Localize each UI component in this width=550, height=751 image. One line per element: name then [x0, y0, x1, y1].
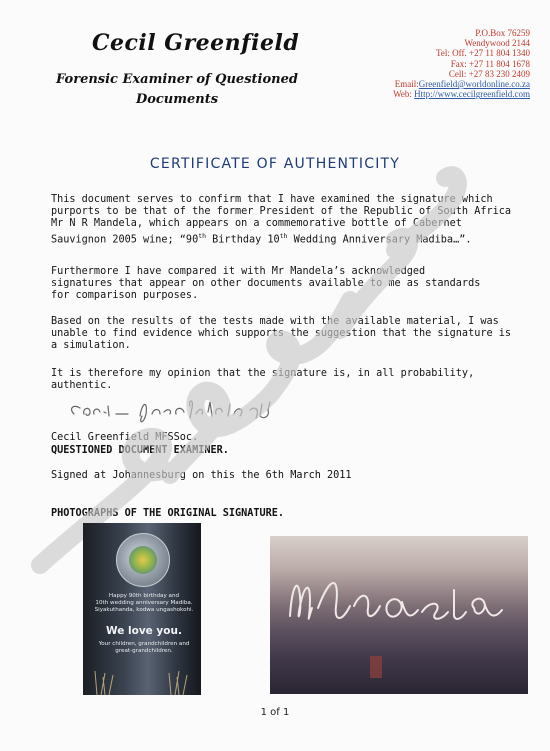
- po-box: P.O.Box 76259: [475, 28, 530, 38]
- p1-sup2: th: [279, 232, 288, 240]
- p3-line1: Based on the results of the tests made with the available material, I was: [51, 316, 499, 327]
- paragraph-2: [51, 266, 511, 302]
- p2-line3: for comparison purposes.: [51, 290, 199, 301]
- bottle-text-4: Your children, grandchildren and: [98, 641, 190, 647]
- signatory-name: Cecil Greenfield MFSSoc.: [51, 432, 199, 443]
- signature-closeup-photo: [270, 536, 528, 694]
- p1-line1: This document serves to confirm that I have examined the signature which: [51, 194, 493, 205]
- certificate-title: CERTIFICATE OF AUTHENTICITY: [149, 156, 401, 172]
- fax-value: +27 11 804 1678: [469, 58, 530, 69]
- signatory-title: QUESTIONED DOCUMENT EXAMINER.: [51, 445, 229, 456]
- email-label: Email:: [394, 79, 419, 90]
- tel-line: [393, 48, 530, 58]
- fax-line: [393, 59, 530, 69]
- paragraph-4: [51, 368, 511, 392]
- cell-line: [393, 69, 530, 79]
- p1-line4-b: Birthday 10: [206, 234, 280, 246]
- cell-value: +27 83 230 2409: [468, 68, 530, 79]
- paragraph-1: [51, 194, 511, 246]
- p1-line4-c: Wedding Anniversary Madiba…”.: [287, 234, 472, 246]
- letterhead-subtitle: [52, 70, 302, 110]
- area: Wendywood 2144: [464, 38, 530, 49]
- bottle-reeds-decoration: [83, 523, 201, 695]
- bottle-text-2: 10th wedding anniversary Madiba.: [95, 600, 193, 607]
- bottle-photo: [83, 523, 201, 695]
- bottle-text-big: We love you.: [106, 625, 182, 637]
- tel-value: +27 11 804 1340: [469, 48, 530, 59]
- p3-line2: unable to find evidence which supports the suggestion that the signature is: [51, 328, 512, 339]
- fax-label: Fax:: [450, 58, 467, 69]
- web-line: [393, 89, 530, 99]
- p2-line2: signatures that appear on other documents available to me as standards: [51, 278, 481, 289]
- web-link[interactable]: Http://www.cecilgreenfield.com: [414, 89, 530, 100]
- bottle-text-1: Happy 90th birthday and: [108, 593, 180, 599]
- p4-line1: It is therefore my opinion that the signature is, in all probability,: [51, 368, 475, 379]
- bottle-text-3: Siyakuthanda, kodwa ungashokohi.: [94, 607, 194, 614]
- p4-line2: authentic.: [51, 380, 113, 391]
- tel-label: Tel: Off.: [436, 48, 467, 59]
- page-number: 1 of 1: [260, 707, 290, 718]
- email-line: [393, 79, 530, 89]
- letterhead-subtitle-line1: Forensic Examiner of Questioned: [56, 72, 298, 87]
- handwritten-signature: [64, 396, 304, 428]
- web-label: Web:: [393, 89, 412, 100]
- letterhead-name: Cecil Greenfield: [92, 30, 300, 56]
- p3-line3: a simulation.: [51, 340, 131, 351]
- bottle-text-5: great-grandchildren.: [115, 648, 173, 655]
- p1-line4-a: Sauvignon 2005 wine; “90: [51, 234, 199, 246]
- signed-statement: Signed at Johannesburg on this the 6th March 2011: [51, 470, 352, 481]
- p1-sup1: th: [198, 232, 207, 240]
- cell-label: Cell:: [448, 68, 467, 79]
- letterhead-subtitle-line2: Documents: [135, 92, 219, 107]
- email-link[interactable]: Greenfield@worldonline.co.za: [418, 79, 530, 90]
- contact-block: [393, 28, 530, 99]
- p1-line4: [51, 230, 511, 246]
- p2-line1: Furthermore I have compared it with Mr Mandela’s acknowledged: [51, 266, 426, 277]
- p1-line2: purports to be that of the former President of the Republic of South Africa: [51, 206, 512, 217]
- photographs-heading: PHOTOGRAPHS OF THE ORIGINAL SIGNATURE.: [51, 508, 285, 519]
- p1-line3: Mr N R Mandela, which appears on a commemorative bottle of Cabernet: [51, 218, 462, 229]
- paragraph-3: [51, 316, 511, 352]
- mandela-signature-closeup: [270, 536, 528, 694]
